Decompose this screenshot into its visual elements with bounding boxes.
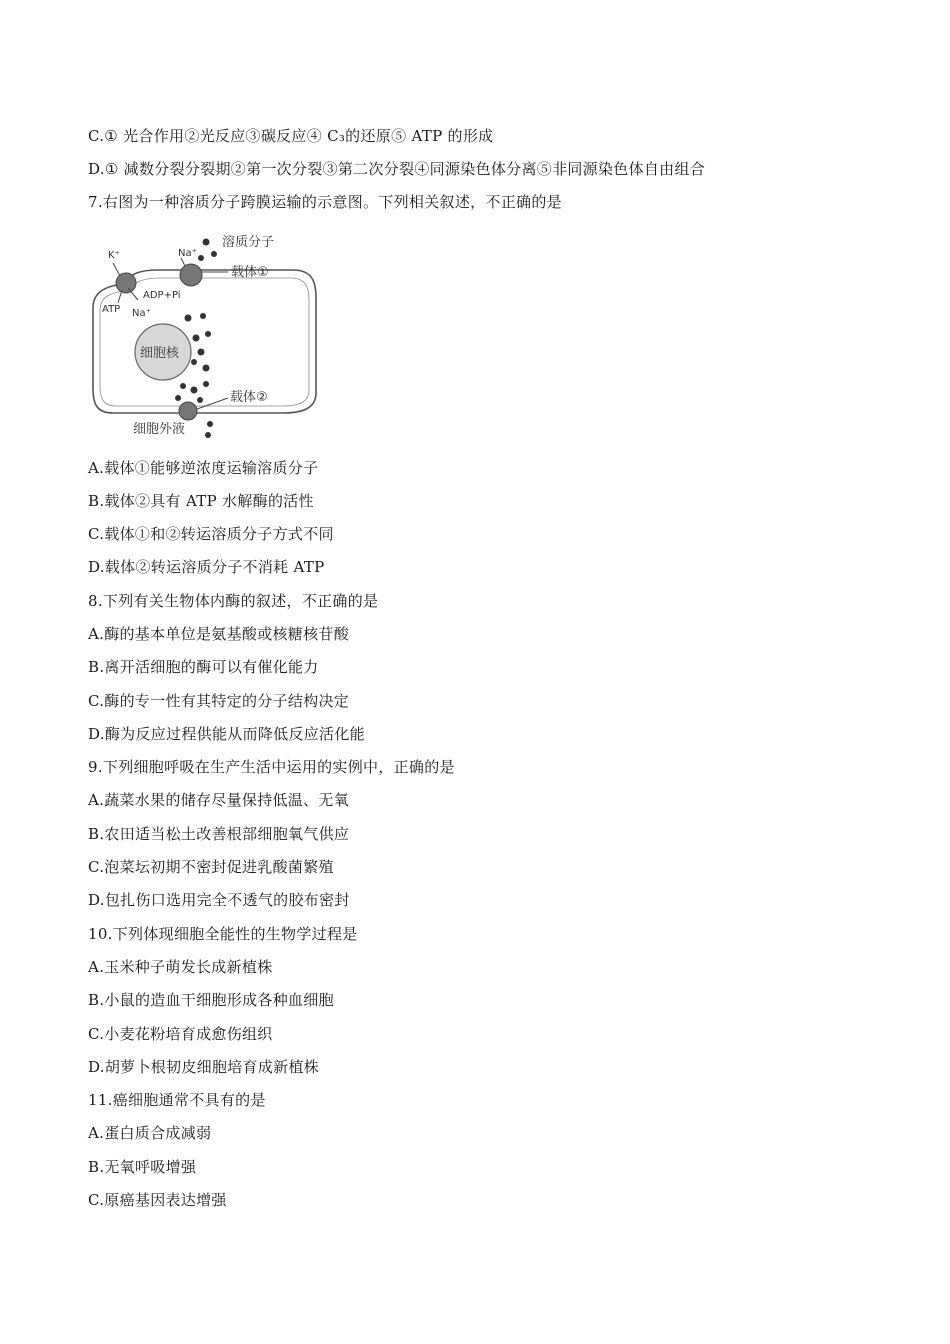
- adp-label: ADP+Pi: [143, 290, 181, 301]
- extracellular-fluid-label: 细胞外液: [133, 422, 186, 437]
- question-9-option-b: B.农田适当松土改善根部细胞氧气供应: [88, 825, 350, 843]
- question-7-option-d: D.载体②转运溶质分子不消耗 ATP: [88, 558, 325, 576]
- question-11-stem: 11.癌细胞通常不具有的是: [88, 1091, 266, 1109]
- solute-molecule-label: 溶质分子: [222, 235, 275, 250]
- nucleus-label: 细胞核: [140, 346, 180, 361]
- carrier-1-shape: [180, 264, 202, 286]
- na-ion-top-label: Na⁺: [178, 248, 197, 259]
- question-8-option-a: A.酶的基本单位是氨基酸或核糖核苷酸: [88, 625, 350, 643]
- carrier-2-label: 载体②: [230, 390, 268, 405]
- question-8-stem: 8.下列有关生物体内酶的叙述，不正确的是: [88, 592, 379, 610]
- question-8-option-d: D.酶为反应过程供能从而降低反应活化能: [88, 725, 365, 743]
- question-11-option-b: B.无氧呼吸增强: [88, 1158, 197, 1176]
- question-10-option-c: C.小麦花粉培育成愈伤组织: [88, 1025, 273, 1043]
- na-k-pump-shape: [116, 273, 136, 293]
- carrier-2-shape: [179, 402, 197, 420]
- question-8-option-c: C.酶的专一性有其特定的分子结构决定: [88, 692, 350, 710]
- question-9-option-c: C.泡菜坛初期不密封促进乳酸菌繁殖: [88, 858, 334, 876]
- question-7-option-c: C.载体①和②转运溶质分子方式不同: [88, 525, 334, 543]
- question-10-stem: 10.下列体现细胞全能性的生物学过程是: [88, 925, 358, 943]
- question-9-option-a: A.蔬菜水果的储存尽量保持低温、无氧: [88, 791, 350, 809]
- question-9-option-d: D.包扎伤口选用完全不透气的胶布密封: [88, 891, 350, 909]
- membrane-transport-diagram: [88, 228, 388, 443]
- question-7-stem: 7.右图为一种溶质分子跨膜运输的示意图。下列相关叙述，不正确的是: [88, 193, 562, 211]
- question-option-6d: D.① 减数分裂分裂期②第一次分裂③第二次分裂④同源染色体分离⑤非同源染色体自由组合: [88, 160, 706, 178]
- question-11-option-c: C.原癌基因表达增强: [88, 1191, 227, 1209]
- question-10-option-a: A.玉米种子萌发长成新植株: [88, 958, 273, 976]
- question-7-option-b: B.载体②具有 ATP 水解酶的活性: [88, 492, 314, 510]
- question-option-6c: C.① 光合作用②光反应③碳反应④ C₃的还原⑤ ATP 的形成: [88, 127, 494, 145]
- question-8-option-b: B.离开活细胞的酶可以有催化能力: [88, 658, 319, 676]
- na-ion-bottom-label: Na⁺: [132, 308, 151, 319]
- question-10-option-b: B.小鼠的造血干细胞形成各种血细胞: [88, 991, 334, 1009]
- question-9-stem: 9.下列细胞呼吸在生产生活中运用的实例中，正确的是: [88, 758, 455, 776]
- k-ion-label: K⁺: [108, 250, 120, 261]
- question-7-option-a: A.载体①能够逆浓度运输溶质分子: [88, 459, 319, 477]
- atp-label: ATP: [102, 304, 121, 315]
- carrier-1-label: 载体①: [231, 265, 269, 280]
- question-10-option-d: D.胡萝卜根韧皮细胞培育成新植株: [88, 1058, 320, 1076]
- question-11-option-a: A.蛋白质合成减弱: [88, 1124, 212, 1142]
